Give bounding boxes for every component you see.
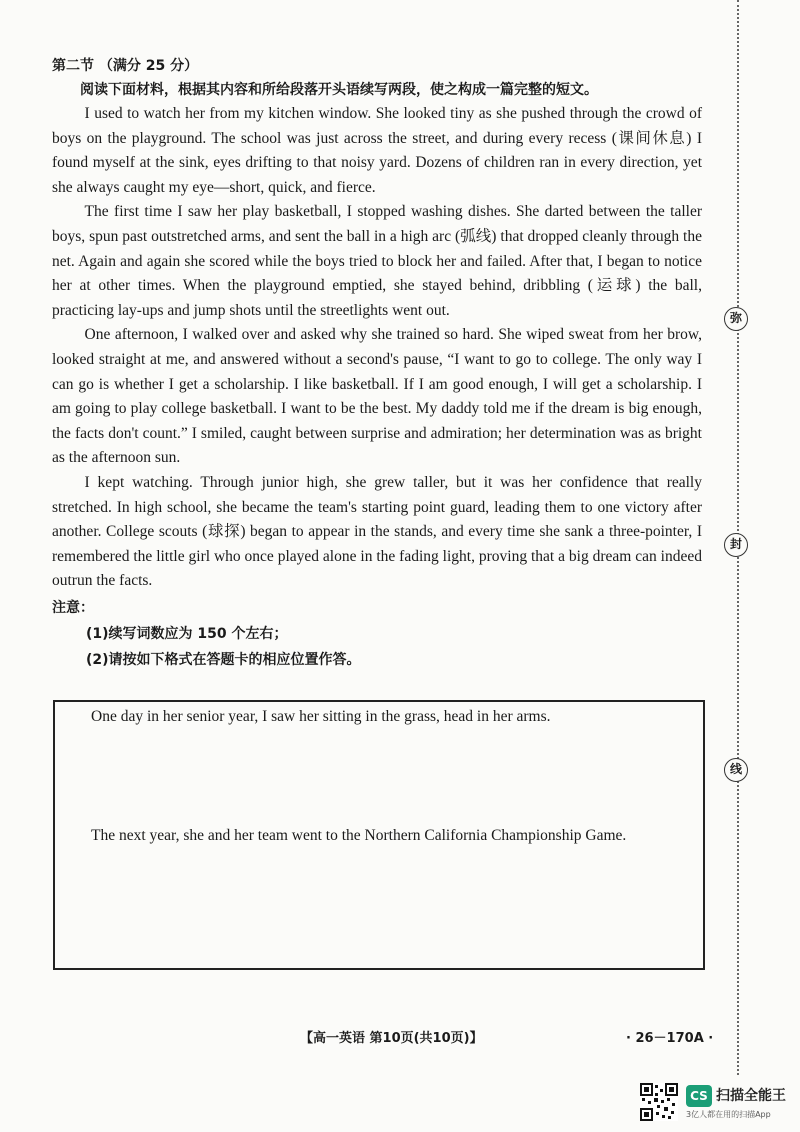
passage-paragraph-3: One afternoon, I walked over and asked why she trained so hard. She wiped sweat from her brow, looked straight at me, and answered without a second's pause, “I want to go to college. The only way I can go is whether I get a scholarship. I like basketball. If I am good enough, I will get a scholarship. I am going to play college basketball. I want to be the best. My daddy told me if the dream is big enough, the facts don't count.” I smiled, caught between surprise and admiration; her determination was as bright as the afternoon sun.: [52, 326, 702, 467]
passage-paragraph-2: The first time I saw her play basketball, I stopped washing dishes. She darted between the taller boys, spun past outstretched arms, and sent the ball in a high arc (弧线) that dropped cleanly through the net. Again and again she scored while the boys tried to block her and failed. After that, I began to notice her at other times. When the playground emptied, she stayed behind, dribbling (运球) the ball, practicing lay-ups and jump shots until the streetlights went out.: [52, 203, 702, 319]
binding-mark-feng: 封: [724, 533, 748, 557]
footer-exam-code: · 26－170A ·: [626, 1031, 714, 1046]
notes-title: 注意：: [52, 599, 94, 616]
section-instruction: 阅读下面材料，根据其内容和所给段落开头语续写两段，使之构成一篇完整的短文。: [80, 82, 598, 98]
section-title: 第二节 （满分 25 分）: [52, 58, 199, 74]
qr-code-icon: [640, 1083, 678, 1121]
scanner-app-name: 扫描全能王: [716, 1088, 786, 1104]
binding-mark-xian: 线: [724, 758, 748, 782]
passage-paragraph-1: I used to watch her from my kitchen window. She looked tiny as she pushed through the crowd of boys on the playground. The school was just across the street, and during every recess (课间休息) I found myself at the sink, eyes drifting to that noisy yard. Dozens of children ran in every direction, yet she always caught my eye—short, quick, and fierce.: [52, 105, 702, 196]
scanner-tagline: 3亿人都在用的扫描App: [686, 1110, 771, 1119]
note-item-2: (2)请按如下格式在答题卡的相应位置作答。: [86, 651, 361, 668]
binding-mark-mi: 弥: [724, 307, 748, 331]
footer-page-info: 【高一英语 第10页(共10页)】: [300, 1031, 483, 1046]
continuation-opening-1: One day in her senior year, I saw her sitting in the grass, head in her arms.: [91, 708, 551, 725]
exam-page: [52, 54, 702, 673]
continuation-opening-2: The next year, she and her team went to the Northern California Championship Game.: [91, 827, 627, 844]
scanner-logo-icon: CS: [686, 1085, 712, 1107]
note-item-1: (1)续写词数应为 150 个左右；: [86, 625, 288, 642]
scanner-watermark: [640, 1083, 790, 1123]
passage-paragraph-4: I kept watching. Through junior high, she grew taller, but it was her confidence that really stretched. In high school, she became the team's starting point guard, leading them to one victory after another. College scouts (球探) began to appear in the stands, and every time she sank a three-pointer, I remembered the little girl who once played alone in the fading light, proving that a big dream can indeed outrun the facts.: [52, 473, 702, 590]
answer-box: [53, 700, 705, 970]
